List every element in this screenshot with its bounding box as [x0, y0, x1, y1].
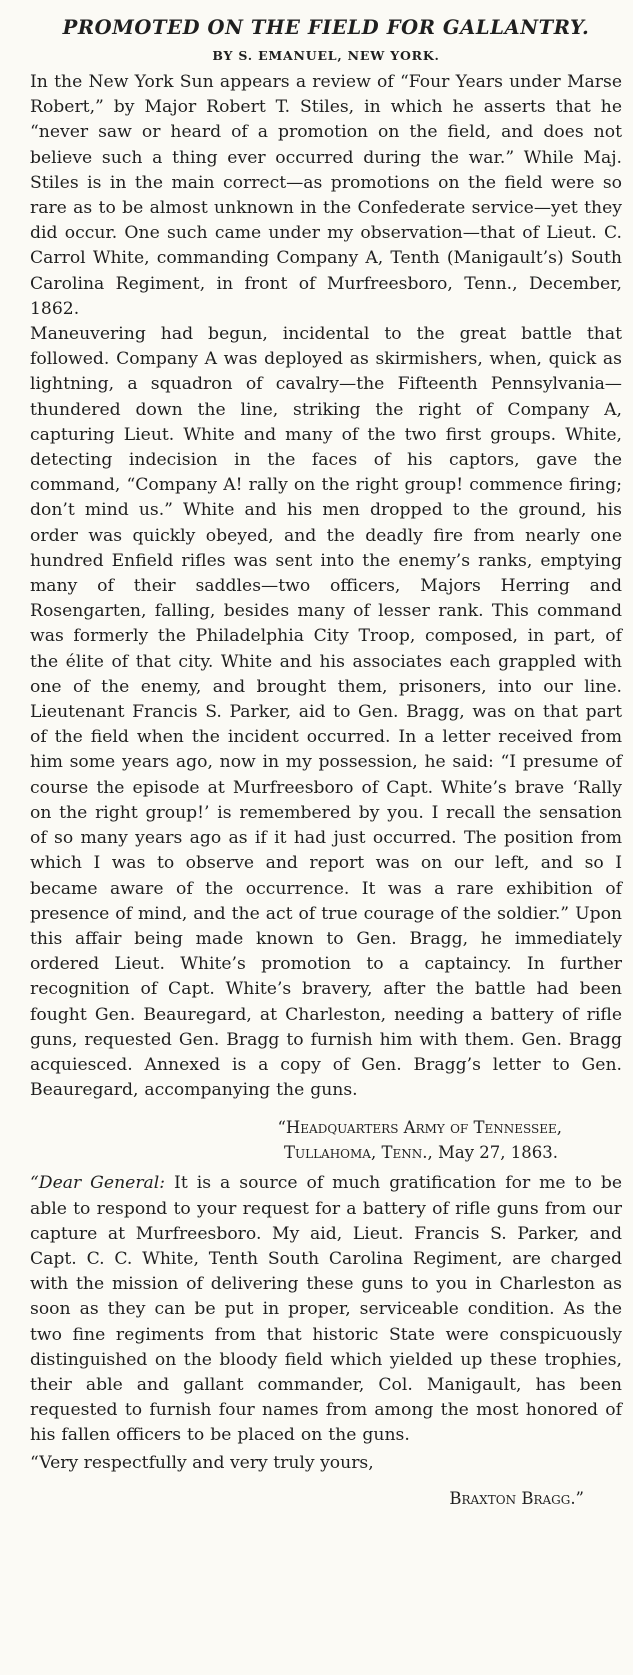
- letter-header-date: May 27, 1863.: [432, 1143, 558, 1163]
- letter-body: [30, 1171, 622, 1448]
- letter-signature: Braxton Bragg.”: [449, 1488, 584, 1508]
- article-paragraph-1: In the New York Sun appears a review of “Four Years under Marse Robert,” by Major Robert T. Stiles, in which he asserts that he “never saw or heard of a promotion on the field, and does not believe such a thing ever occurred during the war.” While Maj. Stiles is in the main correct—as promotions on the field were so rare as to be almost unknown in the Confederate service—yet they did occur. One such came under my observation—that of Lieut. C. Carrol White, commanding Company A, Tenth (Manigault’s) South Carolina Regiment, in front of Murfreesboro, Tenn., December, 1862.: [30, 72, 622, 319]
- article-byline: BY S. EMANUEL, NEW YORK.: [212, 48, 440, 63]
- letter-closing: “Very respectfully and very truly yours,: [30, 1452, 374, 1473]
- article-title: PROMOTED ON THE FIELD FOR GALLANTRY.: [62, 16, 590, 39]
- letter-body-text: It is a source of much gratification for me to be able to respond to your request for a battery of rifle guns from our capture at Murfreesboro. My aid, Lieut. Francis S. Parker, and Capt. C. C. White, Tenth South Carolina Regiment, are charged with the mission of delivering these guns to you in Charleston as soon as they can be put in proper, serviceable condition. As the two fine regiments from that historic State were conspicuously distinguished on the bloody field which yielded up these trophies, their able and gallant commander, Col. Manigault, has been requested to furnish four names from among the most honored of his fallen officers to be placed on the guns.: [30, 1173, 622, 1446]
- article-paragraph-2: Maneuvering had begun, incidental to the great battle that followed. Company A was deployed as skirmishers, when, quick as lightning, a squadron of cavalry—the Fifteenth Pennsylvania—thundered down the line, striking the right of Company A, capturing Lieut. White and many of the two first groups. White, detecting indecision in the faces of his captors, gave the command, “Company A! rally on the right group! commence firing; don’t mind us.” White and his men dropped to the ground, his order was quickly obeyed, and the deadly fire from nearly one hundred Enfield rifles was sent into the enemy’s ranks, emptying many of their saddles—two officers, Majors Herring and Rosengarten, falling, besides many of lesser rank. This command was formerly the Philadelphia City Troop, composed, in part, of the élite of that city. White and his associates each grappled with one of the enemy, and brought them, prisoners, into our line. Lieutenant Francis S. Parker, aid to Gen. Bragg, was on that part of the field when the incident occurred. In a letter received from him some years ago, now in my possession, he said: “I presume of course the episode at Murfreesboro of Capt. White’s brave ‘Rally on the right group!’ is remembered by you. I recall the sensation of so many years ago as if it had just occurred. The position from which I was to observe and report was on our left, and so I became aware of the occurrence. It was a rare exhibition of presence of mind, and the act of true courage of the soldier.” Upon this affair being made known to Gen. Bragg, he immediately ordered Lieut. White’s promotion to a captaincy. In further recognition of Capt. White’s bravery, after the battle had been fought Gen. Beauregard, at Charleston, needing a battery of rifle guns, requested Gen. Bragg to furnish him with them. Gen. Bragg acquiesced. Annexed is a copy of Gen. Bragg’s letter to Gen. Beauregard, accompanying the guns.: [30, 324, 622, 1101]
- letter-header-place: Tullahoma, Tenn.,: [284, 1143, 433, 1163]
- article: [30, 8, 622, 1512]
- letter-header-line-2: [30, 1140, 622, 1165]
- letter-header-line-1: “Headquarters Army of Tennessee,: [277, 1118, 562, 1138]
- letter-salutation: “Dear General:: [30, 1173, 166, 1194]
